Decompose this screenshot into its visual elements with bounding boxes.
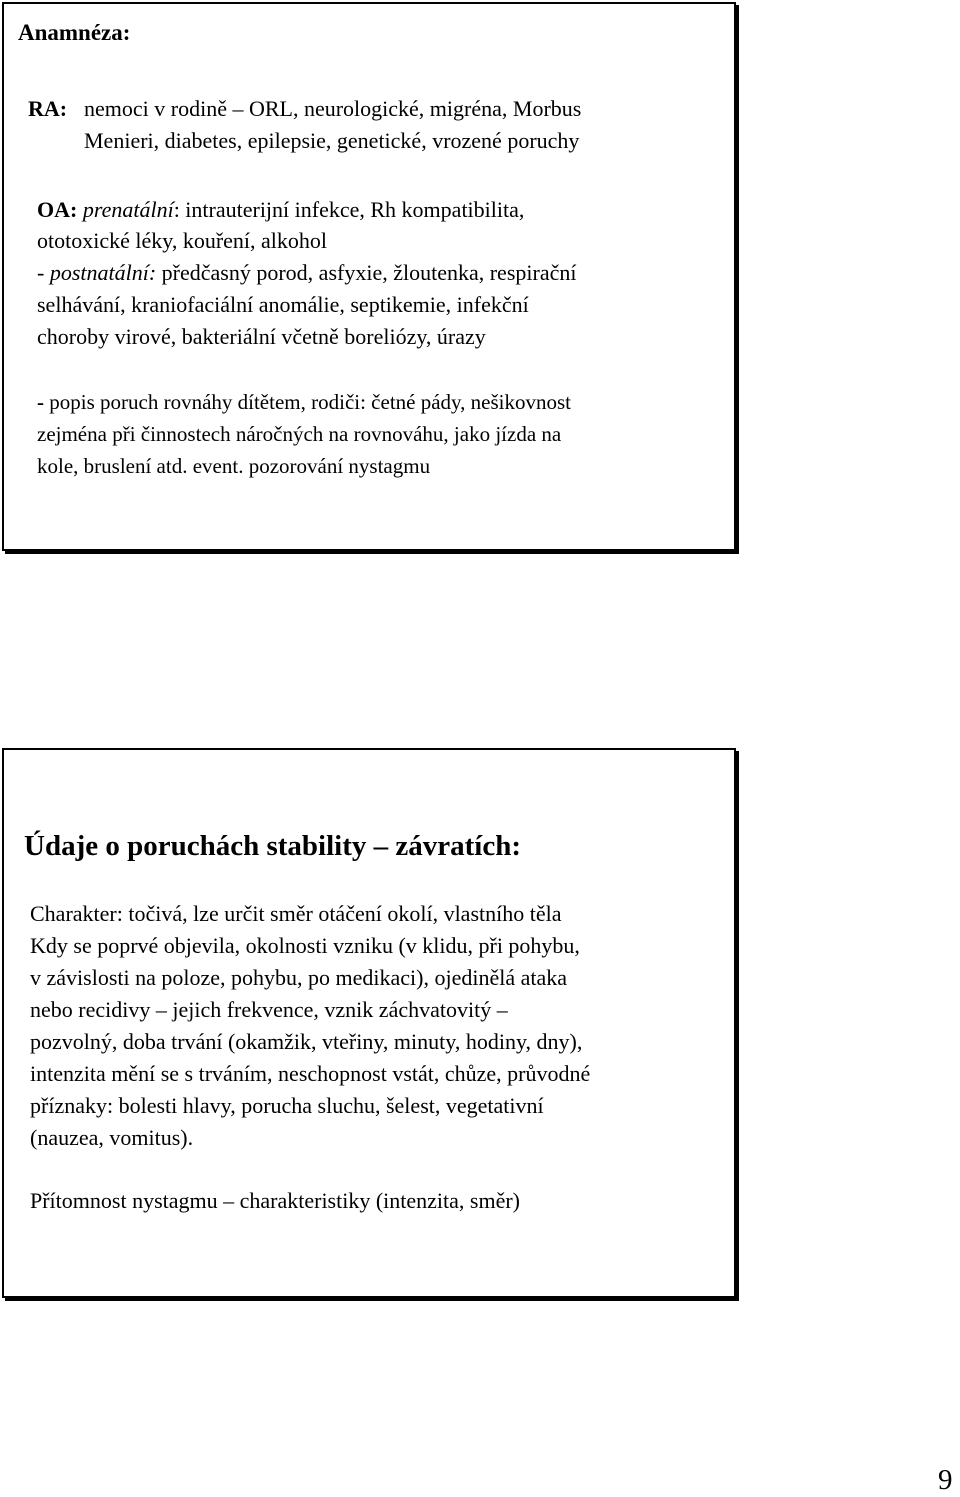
ra-line-2: Menieri, diabetes, epilepsie, genetické, vrozené poruchy [84,128,580,153]
body-line-4: nebo recidivy – jejich frekvence, vznik záchvatovitý – [30,997,508,1022]
body-line-7: příznaky: bolesti hlavy, porucha sluchu, šelest, vegetativní [30,1093,544,1118]
popis-line-1 [37,392,571,413]
oa-line-5: choroby virové, bakteriální včetně boreliózy, úrazy [37,324,486,349]
popis-line-2: zejména při činnostech náročných na rovnováhu, jako jízda na [37,422,562,446]
ra-label: RA: [28,96,68,121]
slide-stability [2,748,736,1298]
page-number: 9 [938,1464,953,1496]
body-line-2: Kdy se poprvé objevila, okolnosti vzniku (v klidu, při pohybu, [30,933,580,958]
postnatal-dash: - [37,260,50,285]
popis-dash: - [37,390,44,414]
slide-title: Údaje o poruchách stability – závratích: [24,830,521,862]
oa-line-4: selhávání, kraniofaciální anomálie, septikemie, infekční [37,292,529,317]
oa-line-3 [37,262,576,284]
nystagmus-line: Přítomnost nystagmu – charakteristiky (intenzita, směr) [30,1188,521,1213]
body-line-8: (nauzea, vomitus). [30,1125,194,1150]
oa-line-2: ototoxické léky, kouření, alkohol [37,228,328,253]
prenatal-text: : intrauterijní infekce, Rh kompatibilita, [173,197,525,222]
popis-line-3: kole, bruslení atd. event. pozorování nystagmu [37,454,431,478]
slide-anamneza [2,2,736,551]
body-line-5: pozvolný, doba trvání (okamžik, vteřiny, minuty, hodiny, dny), [30,1029,583,1054]
ra-line-1: nemoci v rodině – ORL, neurologické, migréna, Morbus [84,96,582,121]
oa-line-1 [37,199,524,221]
slide-title: Anamnéza: [18,20,131,45]
body-line-6: intenzita mění se s trváním, neschopnost vstát, chůze, průvodné [30,1061,591,1086]
postnatal-term: postnatální: [49,260,157,285]
oa-label: OA: [37,197,78,222]
postnatal-text: předčasný porod, asfyxie, žloutenka, respirační [156,260,577,285]
popis-text: popis poruch rovnáhy dítětem, rodiči: četné pády, nešikovnost [44,390,572,414]
body-line-3: v závislosti na poloze, pohybu, po medikaci), ojedinělá ataka [30,965,568,990]
body-line-1: Charakter: točivá, lze určit směr otáčení okolí, vlastního těla [30,901,562,926]
prenatal-term: prenatální [82,197,174,222]
